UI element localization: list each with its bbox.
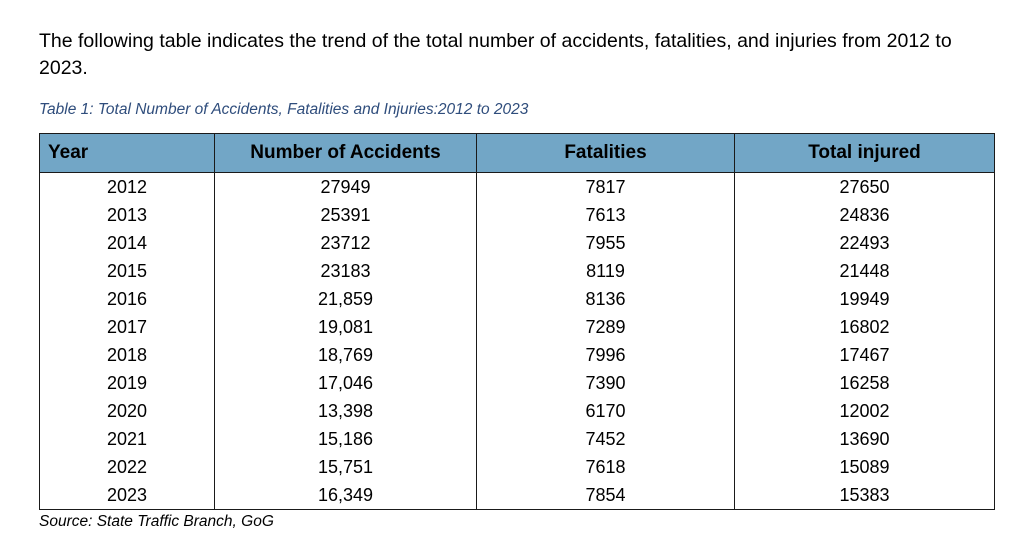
cell-year: 2018 xyxy=(40,341,215,369)
cell-year: 2023 xyxy=(40,481,215,510)
table-header-row xyxy=(40,134,995,173)
cell-accidents: 27949 xyxy=(215,173,477,202)
cell-fatalities: 7390 xyxy=(477,369,735,397)
cell-year: 2016 xyxy=(40,285,215,313)
table-row xyxy=(40,229,995,257)
cell-injured: 16802 xyxy=(735,313,995,341)
cell-injured: 24836 xyxy=(735,201,995,229)
cell-fatalities: 7452 xyxy=(477,425,735,453)
accidents-table xyxy=(39,133,995,510)
table-row xyxy=(40,341,995,369)
cell-fatalities: 8136 xyxy=(477,285,735,313)
cell-accidents: 13,398 xyxy=(215,397,477,425)
cell-year: 2013 xyxy=(40,201,215,229)
cell-accidents: 18,769 xyxy=(215,341,477,369)
cell-injured: 17467 xyxy=(735,341,995,369)
cell-fatalities: 7613 xyxy=(477,201,735,229)
table-row xyxy=(40,173,995,202)
intro-paragraph: The following table indicates the trend of the total number of accidents, fatalities, and injuries from 2012 to 2023. xyxy=(39,30,952,79)
cell-accidents: 15,751 xyxy=(215,453,477,481)
cell-accidents: 15,186 xyxy=(215,425,477,453)
cell-injured: 13690 xyxy=(735,425,995,453)
table-row xyxy=(40,425,995,453)
table-row xyxy=(40,285,995,313)
cell-accidents: 25391 xyxy=(215,201,477,229)
column-header-accidents: Number of Accidents xyxy=(215,134,477,173)
table-row xyxy=(40,481,995,510)
source-note: Source: State Traffic Branch, GoG xyxy=(39,513,274,530)
table-row xyxy=(40,201,995,229)
cell-fatalities: 7618 xyxy=(477,453,735,481)
cell-injured: 19949 xyxy=(735,285,995,313)
cell-injured: 16258 xyxy=(735,369,995,397)
cell-year: 2017 xyxy=(40,313,215,341)
cell-year: 2012 xyxy=(40,173,215,202)
cell-injured: 21448 xyxy=(735,257,995,285)
cell-injured: 22493 xyxy=(735,229,995,257)
cell-injured: 12002 xyxy=(735,397,995,425)
table-row xyxy=(40,257,995,285)
table-row xyxy=(40,453,995,481)
cell-accidents: 23183 xyxy=(215,257,477,285)
cell-year: 2020 xyxy=(40,397,215,425)
column-header-injured: Total injured xyxy=(735,134,995,173)
cell-year: 2015 xyxy=(40,257,215,285)
cell-accidents: 23712 xyxy=(215,229,477,257)
cell-injured: 15089 xyxy=(735,453,995,481)
cell-injured: 27650 xyxy=(735,173,995,202)
cell-accidents: 19,081 xyxy=(215,313,477,341)
cell-year: 2022 xyxy=(40,453,215,481)
column-header-year: Year xyxy=(40,134,215,173)
cell-fatalities: 7817 xyxy=(477,173,735,202)
table-row xyxy=(40,313,995,341)
cell-year: 2021 xyxy=(40,425,215,453)
column-header-fatalities: Fatalities xyxy=(477,134,735,173)
cell-fatalities: 6170 xyxy=(477,397,735,425)
cell-fatalities: 7955 xyxy=(477,229,735,257)
cell-fatalities: 8119 xyxy=(477,257,735,285)
cell-accidents: 17,046 xyxy=(215,369,477,397)
table-row xyxy=(40,369,995,397)
table-caption: Table 1: Total Number of Accidents, Fatalities and Injuries:2012 to 2023 xyxy=(39,101,529,118)
cell-injured: 15383 xyxy=(735,481,995,510)
cell-fatalities: 7289 xyxy=(477,313,735,341)
cell-accidents: 16,349 xyxy=(215,481,477,510)
cell-accidents: 21,859 xyxy=(215,285,477,313)
table-row xyxy=(40,397,995,425)
cell-year: 2014 xyxy=(40,229,215,257)
cell-fatalities: 7854 xyxy=(477,481,735,510)
cell-year: 2019 xyxy=(40,369,215,397)
cell-fatalities: 7996 xyxy=(477,341,735,369)
table-body xyxy=(40,173,995,510)
